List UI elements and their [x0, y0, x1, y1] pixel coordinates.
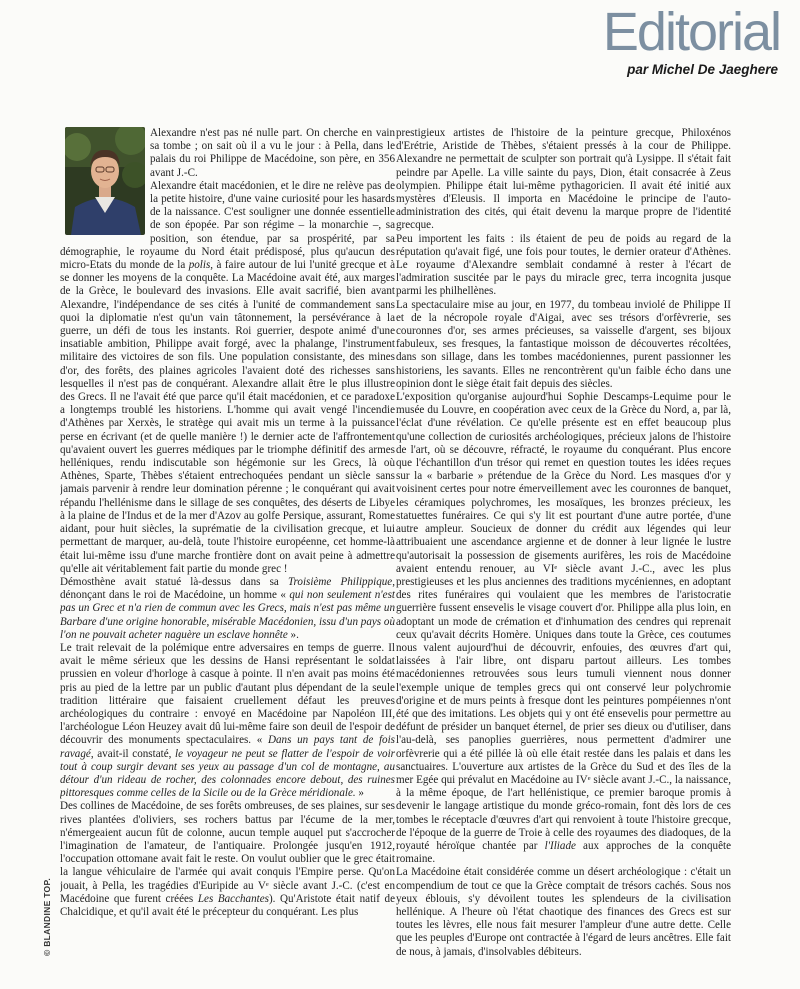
paragraph: Des collines de Macédoine, de ses forêts ombreuses, de ses plaines, sur ses rives plantées d'oliviers, ses rochers battus par l'écume de la mer, n'émergeaient aucun fût de colonne, aucun temple auquel put s'accrocher l'imagination de l'amateur, de l'antiquaire. Prolongée jusqu'en 1912, l'occupation ottomane avait fait le reste. On voulut oublier que le grec était la langue véhiculaire de l'armée qui avait conquis l'Empire perse. Qu'on jouait, à Pella, les tragédies d'Euripide au Vᵉ siècle avant J.-C. (c'est en Macédoine que furent créées Les Bacchantes). Qu'Aristote était natif de Chalcidique, et qu'il avait été le précepteur du conquérant. Les plus [60, 800, 395, 918]
paragraph: L'exposition qu'organise aujourd'hui Sophie Descamps-Lequime pour le musée du Louvre, en coopération avec ceux de la Grèce du Nord, a, par là, l'éclat d'une révélation. Ce qu'elle présente est en effet beaucoup plus qu'une collection de curiosités archéologiques, précieux jalons de l'histoire de l'art, où se découvre, réfracté, le royaume du conquérant. Plus encore que l'échantillon d'un trésor qui remet en question toutes les idées reçues sur la « barbarie » prétendue de la Grèce du Nord. Les masques d'or y voisinent certes pour notre émerveillement avec les couronnes de banquet, les céramiques polychromes, les mosaïques, les bronzes précieux, les statuettes funéraires. Ce qui s'y lit est pourtant d'une autre portée, d'une autre ampleur. Soucieux de donner du crédit aux légendes qui leur attribuaient une ascendance argienne et de donner à leur lignée le lustre qu'autorisait la possession de gisements aurifères, les rois de Macédoine avaient entendu renouer, au VIᵉ siècle avant J.-C., avec les plus prestigieuses et les plus anciennes des traditions mycéniennes, en adoptant des rites funéraires qui voulaient que les membres de l'aristocratie guerrière fussent ensevelis le visage couvert d'or. Philippe alla plus loin, en adoptant un mode de crémation et d'inhumation des cendres qui reprenait ceux qu'avait décrits Homère. Uniques dans toute la Grèce, ces coutumes nous valent aujourd'hui de découvrir, enfouies, des œuvres d'art qui, laissées à l'air libre, ont disparu partout ailleurs. Les tombes macédoniennes retrouvées sous leurs tumuli viennent nous donner l'exemple unique de temples grecs qui ont conservé leur polychromie d'origine et de murs peints à fresque dont les peintures pompéiennes n'ont été que des imitations. Les objets qui y ont été ensevelis pour permettre au défunt de présider un banquet éternel, de prier ses dieux ou d'utiliser, dans l'au-delà, ses panoplies guerrières, nous permettent d'admirer une orfèvrerie qui a été pillée là où elle était restée dans les palais et dans les sanctuaires. L'ouverture aux artistes de la Grèce du Sud et des îles de la mer Egée qui prévalut en Macédoine au IVᵉ siècle avant J.-C., la naissance, à la même époque, de l'art hellénistique, ce premier baroque promis à devenir le langage artistique du monde gréco-romain, font dès lors de ces tombes le réceptacle d'œuvres d'art qui renvoient à toute l'histoire grecque, de l'époque de la guerre de Troie à celle des royaumes des diadoques, de la royauté héroïque chantée par l'Iliade aux approches de la conquête romaine. [396, 391, 731, 866]
photo-credit: © BLANDINE TOP. [42, 878, 52, 956]
article-column-left [60, 127, 395, 977]
paragraph: La spectaculaire mise au jour, en 1977, du tombeau inviolé de Philippe II et de la nécropole royale d'Aigai, avec ses trésors d'orfèvrerie, ses couronnes d'or, ses armes précieuses, sa vaisselle d'argent, ses bijoux fabuleux, ses fresques, la fantastique moisson de découvertes récoltées, dans son sillage, dans les tombes macédoniennes, purent passionner les historiens, les savants. Elles ne rencontrèrent qu'un faible écho dans une opinion dont le siège était fait depuis des siècles. [396, 298, 731, 390]
paragraph: Démosthène avait statué là-dessus dans sa Troisième Philippique, dénonçant dans le roi de Macédoine, un homme « qui non seulement n'est pas un Grec et n'a rien de commun avec les Grecs, mais n'est pas même un Barbare d'une origine honorable, misérable Macédonien, issu d'un pays où l'on ne pouvait acheter naguère un esclave honnête ». [60, 575, 395, 641]
paragraph: Alexandre était macédonien, et le dire ne relève pas de la petite histoire, d'une vaine curiosité pour les hasards de la naissance. C'est souligner une donnée essentielle de son épopée. Par son régime – la monarchie –, sa position, son étendue, par sa prospérité, par sa démographie, le royaume du Nord était prédisposé, plus qu'aucun des micro-Etats du monde de la polis, à faire autour de lui l'unité grecque et à se donner les moyens de la conquête. La Macédoine avait été, aux marges de la Grèce, le boulevard des invasions. Elle avait sacrifié, bien avant Alexandre, l'indépendance de ses cités à l'unité de commandement sans quoi la diplomatie n'est qu'un vain tâtonnement, la persévérance à la guerre, un défi de tous les instants. Roi guerrier, despote animé d'une insatiable ambition, Philippe avait forgé, avec la phalange, l'instrument militaire des victoires de son fils. Une population consistante, des mines d'or, des forêts, des plaines agricoles l'avaient doté des richesses sans lesquelles il n'est pas de conquérant. Alexandre allait être le plus illustre des Grecs. Il ne l'avait été que parce qu'il était macédonien, et ce paradoxe a longtemps troublé les historiens. L'homme qui avait vengé l'incendie d'Athènes par Xerxès, le stratège qui avait mis un terme à la puissance perse en écrivant (et de quelle manière !) le dernier acte de l'affrontement qu'avaient ouvert les guerres médiques par le triomphe définitif des armes helléniques, rendu indiscutable son hégémonie sur les Grecs, là où Athènes, Sparte, Thèbes s'étaient entrechoquées pendant un siècle sans jamais parvenir à rendre leur domination pérenne ; le conquérant qui avait répandu l'hellénisme dans le sillage de ses conquêtes, des déserts de Libye à la plaine de l'Indus et de la mer d'Azov au golfe Persique, assurant, Rome aidant, pour huit siècles, la suprématie de la civilisation grecque, et lui permettant de marquer, au-delà, toute l'histoire européenne, cet homme-là était lui-même issu d'une marche frontière dont on avait peine à admettre qu'elle ait véritablement fait partie du monde grec ! [60, 179, 395, 575]
paragraph: Peu importent les faits : ils étaient de peu de poids au regard de la réputation qu'avait figé, une fois pour toutes, le dernier orateur d'Athènes. Le royaume d'Alexandre semblait condamné à rester à l'écart de l'admiration suscitée par le pays du miracle grec, terra incognita jusque parmi les philhellènes. [396, 232, 731, 298]
paragraph: prestigieux artistes de l'histoire de la peinture grecque, Philoxénos d'Erétrie, Aristide de Thèbes, s'étaient pressés à la cour de Philippe. Alexandre ne permettait de sculpter son portrait qu'à Lysippe. Il s'était fait peindre par Apelle. La ville sainte du pays, Dion, était consacrée à Zeus olympien. Philippe était lui-même pythagoricien. Il avait été initié aux mystères d'Eleusis. Il importa en Macédoine le principe de l'auto-administration des cités, qui était devenu la marque propre de l'identité grecque. [396, 127, 731, 232]
article-column-right [396, 127, 731, 977]
photo-wrap-space [60, 127, 150, 240]
paragraph: Alexandre n'est pas né nulle part. On cherche en vain sa tombe ; on sait où il a vu le jour : à Pella, dans le palais du roi Philippe de Macédoine, son père, en 356 avant J.-C. [150, 127, 395, 179]
paragraph: La Macédoine était considérée comme un désert archéologique : c'était un compendium de tout ce que la Grèce comptait de trésors cachés. Sous nos yeux éblouis, s'y dévoilent toutes les splendeurs de la civilisation hellénique. A l'heure où l'état chaotique des finances des Grecs est sur toutes les lèvres, elle nous fait mesurer l'ampleur d'une autre dette. Celle que les peuples d'Europe ont contractée à l'égard de leurs ancêtres. Elle fait de nous, à jamais, d'insolvables débiteurs. [396, 866, 731, 958]
paragraph: Le trait relevait de la polémique entre adversaires en temps de guerre. Il avait le même sérieux que les dessins de Hansi représentant le soldat prussien en voleur d'horloge à casque à pointe. Il n'en avait pas moins été pris au pied de la lettre par un public d'autant plus dépendant de la seule tradition littéraire que faisaient cruellement défaut les preuves archéologiques du contraire : envoyé en Macédoine par Napoléon III, l'archéologue Léon Heuzey avait dû lui-même faire son deuil de l'espoir de découvrir des monuments spectaculaires. « Dans un pays tant de fois ravagé, avait-il constaté, le voyageur ne peut se flatter de l'espoir de voir tout à coup surgir devant ses yeux au passage d'un col de montagne, au détour d'un rideau de rocher, des colonnades encore debout, des ruines pittoresques comme celles de la Sicile ou de la Grèce méridionale. » [60, 641, 395, 800]
editorial-title: Editorial [602, 2, 780, 62]
author-byline: par Michel De Jaeghere [627, 62, 778, 77]
